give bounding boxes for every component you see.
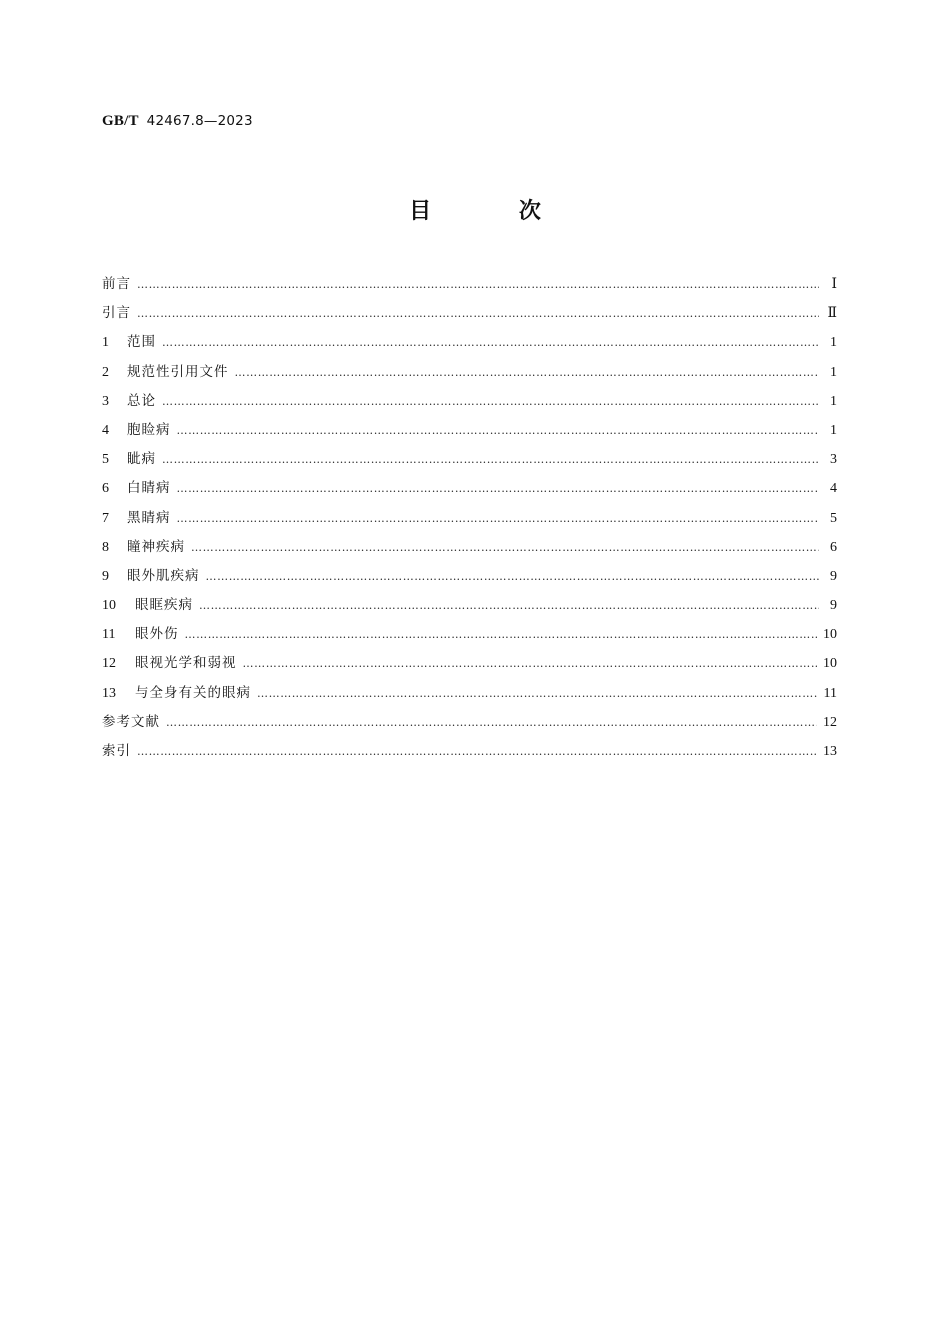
toc-entry-label: 眼眶疾病 — [135, 597, 193, 614]
standard-code-prefix: GB/T — [102, 113, 139, 129]
toc-entry-page: 13 — [823, 744, 837, 759]
toc-entry-label: 引言 — [102, 305, 131, 322]
toc-entry-number: 4 — [102, 422, 109, 438]
toc-dot-leader — [162, 449, 819, 471]
toc-entry[interactable] — [102, 594, 837, 623]
toc-entry-page: 1 — [830, 422, 837, 438]
toc-entry-label: 眼外肌疾病 — [127, 567, 200, 584]
toc-entry-label: 索引 — [102, 743, 131, 759]
toc-entry-label: 前言 — [102, 276, 131, 292]
toc-entry-number: 10 — [102, 598, 116, 614]
toc-entry-label: 总论 — [127, 392, 156, 409]
toc-dot-leader — [191, 537, 819, 559]
toc-entry-page: 10 — [823, 656, 837, 672]
toc-entry-label: 眦病 — [127, 451, 156, 468]
toc-dot-leader — [137, 303, 819, 325]
toc-dot-leader — [137, 274, 819, 296]
toc-entry[interactable] — [102, 682, 837, 711]
standard-code — [102, 113, 253, 130]
toc-entry-number: 3 — [102, 393, 109, 409]
toc-entry-page: 1 — [830, 393, 837, 409]
toc-dot-leader — [162, 391, 819, 413]
toc-entry-number: 1 — [102, 335, 109, 351]
toc-dot-leader — [235, 362, 820, 384]
toc-entry[interactable] — [102, 565, 837, 594]
toc-dot-leader — [177, 420, 820, 442]
toc-entry-number: 12 — [102, 656, 116, 672]
table-of-contents — [102, 273, 837, 769]
toc-entry-page: 12 — [823, 714, 837, 730]
toc-entry[interactable] — [102, 740, 837, 769]
toc-entry[interactable] — [102, 477, 837, 506]
toc-entry[interactable] — [102, 390, 837, 419]
toc-dot-leader — [166, 712, 817, 734]
standard-code-number: 42467.8—2023 — [146, 113, 253, 129]
toc-entry-page: 9 — [830, 568, 837, 584]
toc-entry-number: 7 — [102, 510, 109, 526]
toc-entry[interactable] — [102, 302, 837, 331]
toc-entry-page: 4 — [830, 481, 837, 497]
toc-entry[interactable] — [102, 361, 837, 390]
toc-entry-page: 9 — [830, 598, 837, 614]
toc-entry[interactable] — [102, 273, 837, 302]
toc-entry-page: Ⅰ — [831, 277, 837, 292]
toc-entry-page: 1 — [830, 335, 837, 351]
toc-entry[interactable] — [102, 536, 837, 565]
toc-dot-leader — [162, 332, 819, 354]
toc-entry-label: 眼外伤 — [135, 626, 179, 643]
toc-entry[interactable] — [102, 419, 837, 448]
toc-entry-label: 胞睑病 — [127, 421, 171, 438]
toc-entry[interactable] — [102, 507, 837, 536]
toc-entry-number: 2 — [102, 364, 109, 380]
toc-entry-page: 5 — [830, 510, 837, 526]
toc-entry-label: 黑睛病 — [127, 509, 171, 526]
page-title: 目 次 — [409, 199, 581, 224]
toc-dot-leader — [185, 624, 818, 646]
toc-entry-label: 与全身有关的眼病 — [135, 684, 251, 701]
toc-entry[interactable] — [102, 448, 837, 477]
toc-entry-page: 11 — [823, 685, 837, 701]
toc-entry-number: 8 — [102, 539, 109, 555]
toc-dot-leader — [177, 478, 820, 500]
toc-entry-page: 1 — [830, 364, 837, 380]
toc-entry-page: 3 — [830, 452, 837, 468]
toc-dot-leader — [199, 595, 819, 617]
toc-entry-label: 规范性引用文件 — [127, 363, 229, 380]
toc-entry[interactable] — [102, 652, 837, 681]
toc-dot-leader — [243, 653, 818, 675]
toc-entry-number: 6 — [102, 481, 109, 497]
toc-entry-number: 13 — [102, 685, 116, 701]
toc-entry-page: Ⅱ — [827, 306, 837, 322]
toc-dot-leader — [206, 566, 820, 588]
toc-entry[interactable] — [102, 711, 837, 740]
toc-entry[interactable] — [102, 331, 837, 360]
toc-entry-page: 10 — [823, 627, 837, 643]
toc-entry-label: 眼视光学和弱视 — [135, 655, 237, 672]
toc-entry-number: 9 — [102, 568, 109, 584]
toc-entry-number: 5 — [102, 452, 109, 468]
toc-entry-label: 范围 — [127, 334, 156, 351]
toc-dot-leader — [257, 683, 818, 705]
toc-entry-label: 白睛病 — [127, 480, 171, 497]
toc-entry-page: 6 — [830, 539, 837, 555]
toc-dot-leader — [177, 508, 820, 530]
toc-dot-leader — [137, 741, 817, 763]
toc-entry-number: 11 — [102, 627, 116, 643]
toc-entry-label: 瞳神疾病 — [127, 538, 185, 555]
toc-entry-label: 参考文献 — [102, 713, 160, 730]
toc-entry[interactable] — [102, 623, 837, 652]
